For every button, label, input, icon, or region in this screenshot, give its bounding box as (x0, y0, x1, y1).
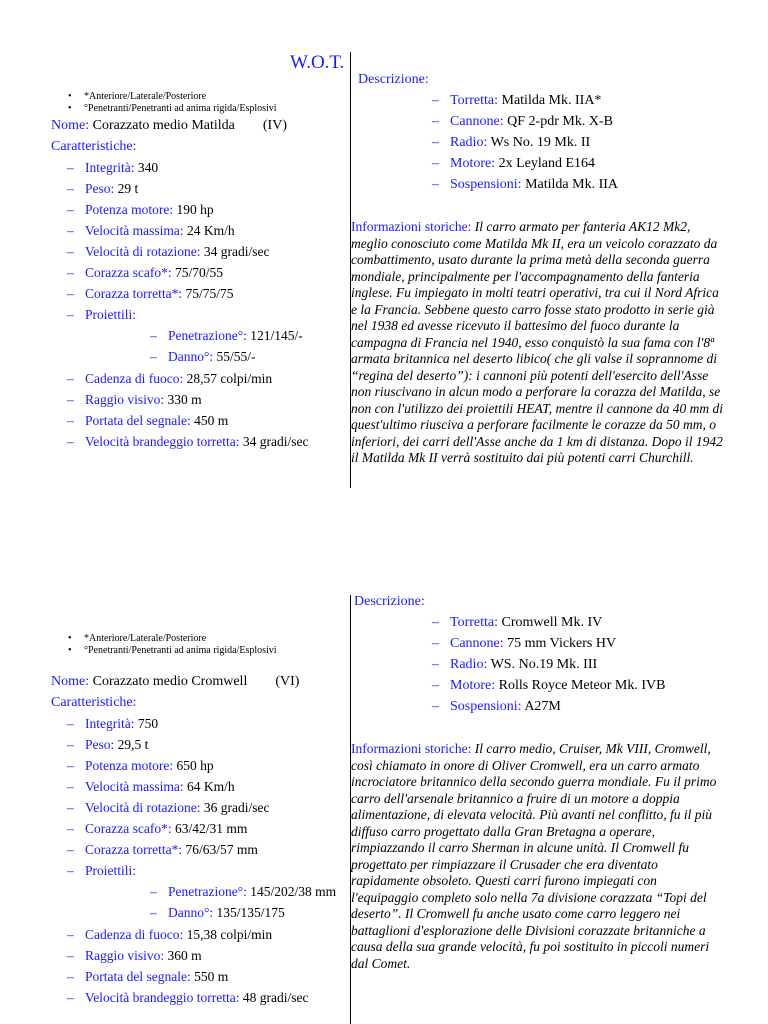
stat-row: – Velocità di rotazione: 36 gradi/sec (67, 800, 270, 815)
stat-value: 15,38 colpi/min (186, 927, 273, 942)
desc-label: Torretta: (450, 93, 498, 108)
stat-value: 76/63/57 mm (185, 842, 258, 857)
desc-label: Radio: (450, 657, 488, 672)
desc-label: Cannone: (450, 636, 504, 651)
stat-label: Raggio visivo: (85, 392, 165, 407)
stat-label: Portata del segnale: (85, 969, 191, 984)
name-label: Nome: (51, 118, 90, 133)
history-text: Il carro armato per fanteria AK12 Mk2, meglio conosciuto come Matilda Mk II, era un veicolo corazzato da combattimento, usato durante la prima metà della seconda guerra mondiale, principalmente per l'accompagnamento della fanteria inglese. Fu impiegato in molti teatri operativi, tra cui il Nord Africa e la Francia. Sebbene questo carro fosse stato prodotto in serie già nel 1938 ed avesse ricevuto il battesimo del fuoco durante la campagna di Francia nel 1940, esso conquistò la sua fama con l'8ª armata britannica nel deserto libico( che gli valse il soprannome di “regina del deserto”): i cannoni più potenti dell'esercito dell'Asse non riuscivano in alcun modo a perforare la corazza del Matilda, se non con l'utilizzo dei proiettili HEAT, mentre il cannone da 40 mm di quest'ultimo riusciva a perforare facilmente le corazze da 50 mm, o inferiori, dei carri dell'Asse anche da 1 km di distanza. Dopo il 1942 il Matilda Mk II verrà sostituito dai più potenti carri Churchill. (351, 219, 723, 465)
stat-label: Raggio visivo: (85, 948, 165, 963)
stat-label: Cadenza di fuoco: (85, 927, 184, 942)
stat-label: Corazza scafo*: (85, 265, 172, 280)
stat-row: – Integrità: 750 (67, 716, 159, 731)
name-value: Corazzato medio Matilda (IV) (92, 118, 287, 133)
footnote-armor: • *Anteriore/Laterale/Posteriore (68, 633, 277, 645)
stat-label: Penetrazione°: (168, 328, 247, 343)
stat-value: 28,57 colpi/min (186, 371, 273, 386)
stat-row: – Velocità brandeggio torretta: 48 gradi/sec (67, 990, 309, 1005)
stat-value: 340 (137, 160, 159, 175)
stat-row: – Proiettili: (67, 307, 137, 322)
stat-row: – Potenza motore: 190 hp (67, 202, 214, 217)
stat-label: Integrità: (85, 716, 135, 731)
footnote-armor: • *Anteriore/Laterale/Posteriore (68, 91, 277, 103)
stat-value: 34 gradi/sec (203, 244, 270, 259)
footnote-ammo: • °Penetranti/Penetranti ad anima rigida/Esplosivi (68, 103, 277, 115)
stat-label: Integrità: (85, 160, 135, 175)
stat-label: Velocità di rotazione: (85, 244, 201, 259)
stat-label: Corazza torretta*: (85, 286, 183, 301)
stat-value: 360 m (167, 948, 202, 963)
stats-heading: Caratteristiche: (51, 695, 137, 710)
description-heading: Descrizione: (354, 594, 425, 609)
stat-value: 450 m (194, 413, 229, 428)
stat-value: 63/42/31 mm (174, 821, 248, 836)
stat-value: 550 m (194, 969, 229, 984)
desc-label: Motore: (450, 156, 496, 171)
stat-row: – Raggio visivo: 330 m (67, 392, 202, 407)
stat-label: Peso: (85, 181, 115, 196)
desc-row: – Motore: 2x Leyland E164 (432, 156, 596, 171)
desc-row: – Motore: Rolls Royce Meteor Mk. IVB (432, 678, 666, 693)
desc-row: – Radio: WS. No.19 Mk. III (432, 657, 598, 672)
desc-value: Rolls Royce Meteor Mk. IVB (498, 678, 666, 693)
stat-value: 750 (137, 716, 159, 731)
desc-value: QF 2-pdr Mk. X-B (507, 114, 613, 129)
stat-row: – Penetrazione°: 121/145/- (150, 328, 303, 343)
desc-label: Motore: (450, 678, 496, 693)
stat-label: Velocità massima: (85, 779, 184, 794)
name-label: Nome: (51, 674, 90, 689)
stat-row: – Penetrazione°: 145/202/38 mm (150, 884, 337, 899)
history-text: Il carro medio, Cruiser, Mk VIII, Cromwell, così chiamato in onore di Oliver Cromwell, era un carro armato incrociatore britannico della secondo guerra mondiale. Fu il primo carro dell'arsenale britannico a fruire di un motore a doppia alimentazione, di elevata velocità. Più avanti nel conflitto, fu il più diffuso carro progettato dalla Gran Bretagna a operare, rimpiazzando il carro Sherman in alcune unità. Il Cromwell fu progettato per rimpiazzare il Crusader che era diventato rapidamente obsoleto. Questi carri furono impiegati con l'equipaggio completo solo nella 7a divisione corazzata “Topi del deserto”. Il Cromwell fu anche usato come carro leggero nei battaglioni d'esplorazione delle Divisioni corazzate britanniche a causa della sua grande velocità, fu poi sostituito in piccoli numeri dal Comet. (351, 741, 717, 971)
stat-label: Danno°: (168, 349, 214, 364)
desc-row: – Cannone: QF 2-pdr Mk. X-B (432, 114, 613, 129)
stat-value: 145/202/38 mm (250, 884, 337, 899)
stat-value: 29 t (117, 181, 139, 196)
stat-label: Velocità massima: (85, 223, 184, 238)
footnotes (68, 633, 277, 657)
page-title: W.O.T. (290, 52, 345, 73)
stat-value: 650 hp (176, 758, 214, 773)
desc-label: Sospensioni: (450, 177, 522, 192)
desc-row: – Sospensioni: Matilda Mk. IIA (432, 177, 619, 192)
stat-value: 29,5 t (117, 737, 149, 752)
desc-value: WS. No.19 Mk. III (490, 657, 598, 672)
desc-label: Cannone: (450, 114, 504, 129)
stat-row: – Danno°: 55/55/- (150, 349, 256, 364)
stat-row: – Potenza motore: 650 hp (67, 758, 214, 773)
stat-row: – Proiettili: (67, 863, 137, 878)
stat-row: – Raggio visivo: 360 m (67, 948, 202, 963)
stat-label: Peso: (85, 737, 115, 752)
stat-row: – Peso: 29,5 t (67, 737, 149, 752)
stat-row: – Corazza torretta*: 75/75/75 (67, 286, 234, 301)
history-paragraph (351, 219, 723, 467)
desc-row: – Torretta: Cromwell Mk. IV (432, 615, 603, 630)
desc-row: – Torretta: Matilda Mk. IIA* (432, 93, 602, 108)
stat-row: – Velocità di rotazione: 34 gradi/sec (67, 244, 270, 259)
tank-name (51, 674, 299, 690)
stat-value: 48 gradi/sec (242, 990, 309, 1005)
stat-value: 64 Km/h (186, 779, 235, 794)
desc-row: – Radio: Ws No. 19 Mk. II (432, 135, 591, 150)
stat-label: Velocità di rotazione: (85, 800, 201, 815)
desc-value: A27M (524, 699, 561, 714)
desc-row: – Cannone: 75 mm Vickers HV (432, 636, 617, 651)
stat-row: – Velocità brandeggio torretta: 34 gradi/sec (67, 434, 309, 449)
stat-value: 75/70/55 (174, 265, 223, 280)
stat-value: 121/145/- (250, 328, 303, 343)
stat-row: – Corazza scafo*: 75/70/55 (67, 265, 223, 280)
desc-value: 2x Leyland E164 (498, 156, 596, 171)
stat-label: Potenza motore: (85, 758, 174, 773)
stat-value: 135/135/175 (216, 905, 285, 920)
stat-label: Cadenza di fuoco: (85, 371, 184, 386)
stat-value: 24 Km/h (186, 223, 235, 238)
stat-label: Proiettili: (85, 307, 137, 322)
stat-value: 190 hp (176, 202, 214, 217)
stat-label: Danno°: (168, 905, 214, 920)
stat-label: Velocità brandeggio torretta: (85, 990, 240, 1005)
stat-row: – Velocità massima: 24 Km/h (67, 223, 235, 238)
description-heading: Descrizione: (358, 72, 429, 87)
desc-row: – Sospensioni: A27M (432, 699, 561, 714)
stat-value: 34 gradi/sec (242, 434, 309, 449)
stat-row: – Danno°: 135/135/175 (150, 905, 285, 920)
desc-value: Cromwell Mk. IV (501, 615, 603, 630)
stat-value: 330 m (167, 392, 202, 407)
stat-row: – Cadenza di fuoco: 28,57 colpi/min (67, 371, 273, 386)
history-paragraph (351, 741, 723, 972)
footnote-ammo: • °Penetranti/Penetranti ad anima rigida/Esplosivi (68, 645, 277, 657)
stat-row: – Portata del segnale: 450 m (67, 413, 229, 428)
stat-row: – Portata del segnale: 550 m (67, 969, 229, 984)
stat-label: Corazza torretta*: (85, 842, 183, 857)
desc-label: Radio: (450, 135, 488, 150)
name-value: Corazzato medio Cromwell (VI) (92, 674, 300, 689)
stat-value: 36 gradi/sec (203, 800, 270, 815)
stat-value: 75/75/75 (185, 286, 234, 301)
stat-row: – Integrità: 340 (67, 160, 159, 175)
stat-label: Proiettili: (85, 863, 137, 878)
stat-label: Corazza scafo*: (85, 821, 172, 836)
desc-value: Ws No. 19 Mk. II (490, 135, 591, 150)
stat-label: Penetrazione°: (168, 884, 247, 899)
stat-row: – Corazza scafo*: 63/42/31 mm (67, 821, 248, 836)
stat-row: – Corazza torretta*: 76/63/57 mm (67, 842, 258, 857)
history-label: Informazioni storiche: (351, 741, 472, 756)
desc-value: Matilda Mk. IIA* (501, 93, 602, 108)
stat-row: – Velocità massima: 64 Km/h (67, 779, 235, 794)
desc-value: 75 mm Vickers HV (507, 636, 617, 651)
stat-row: – Cadenza di fuoco: 15,38 colpi/min (67, 927, 273, 942)
tank-name (51, 118, 287, 134)
stat-label: Potenza motore: (85, 202, 174, 217)
footnotes (68, 91, 277, 115)
stats-heading: Caratteristiche: (51, 139, 137, 154)
stat-label: Velocità brandeggio torretta: (85, 434, 240, 449)
desc-value: Matilda Mk. IIA (525, 177, 619, 192)
stat-label: Portata del segnale: (85, 413, 191, 428)
history-label: Informazioni storiche: (351, 219, 472, 234)
desc-label: Torretta: (450, 615, 498, 630)
stat-value: 55/55/- (216, 349, 256, 364)
desc-label: Sospensioni: (450, 699, 522, 714)
stat-row: – Peso: 29 t (67, 181, 139, 196)
